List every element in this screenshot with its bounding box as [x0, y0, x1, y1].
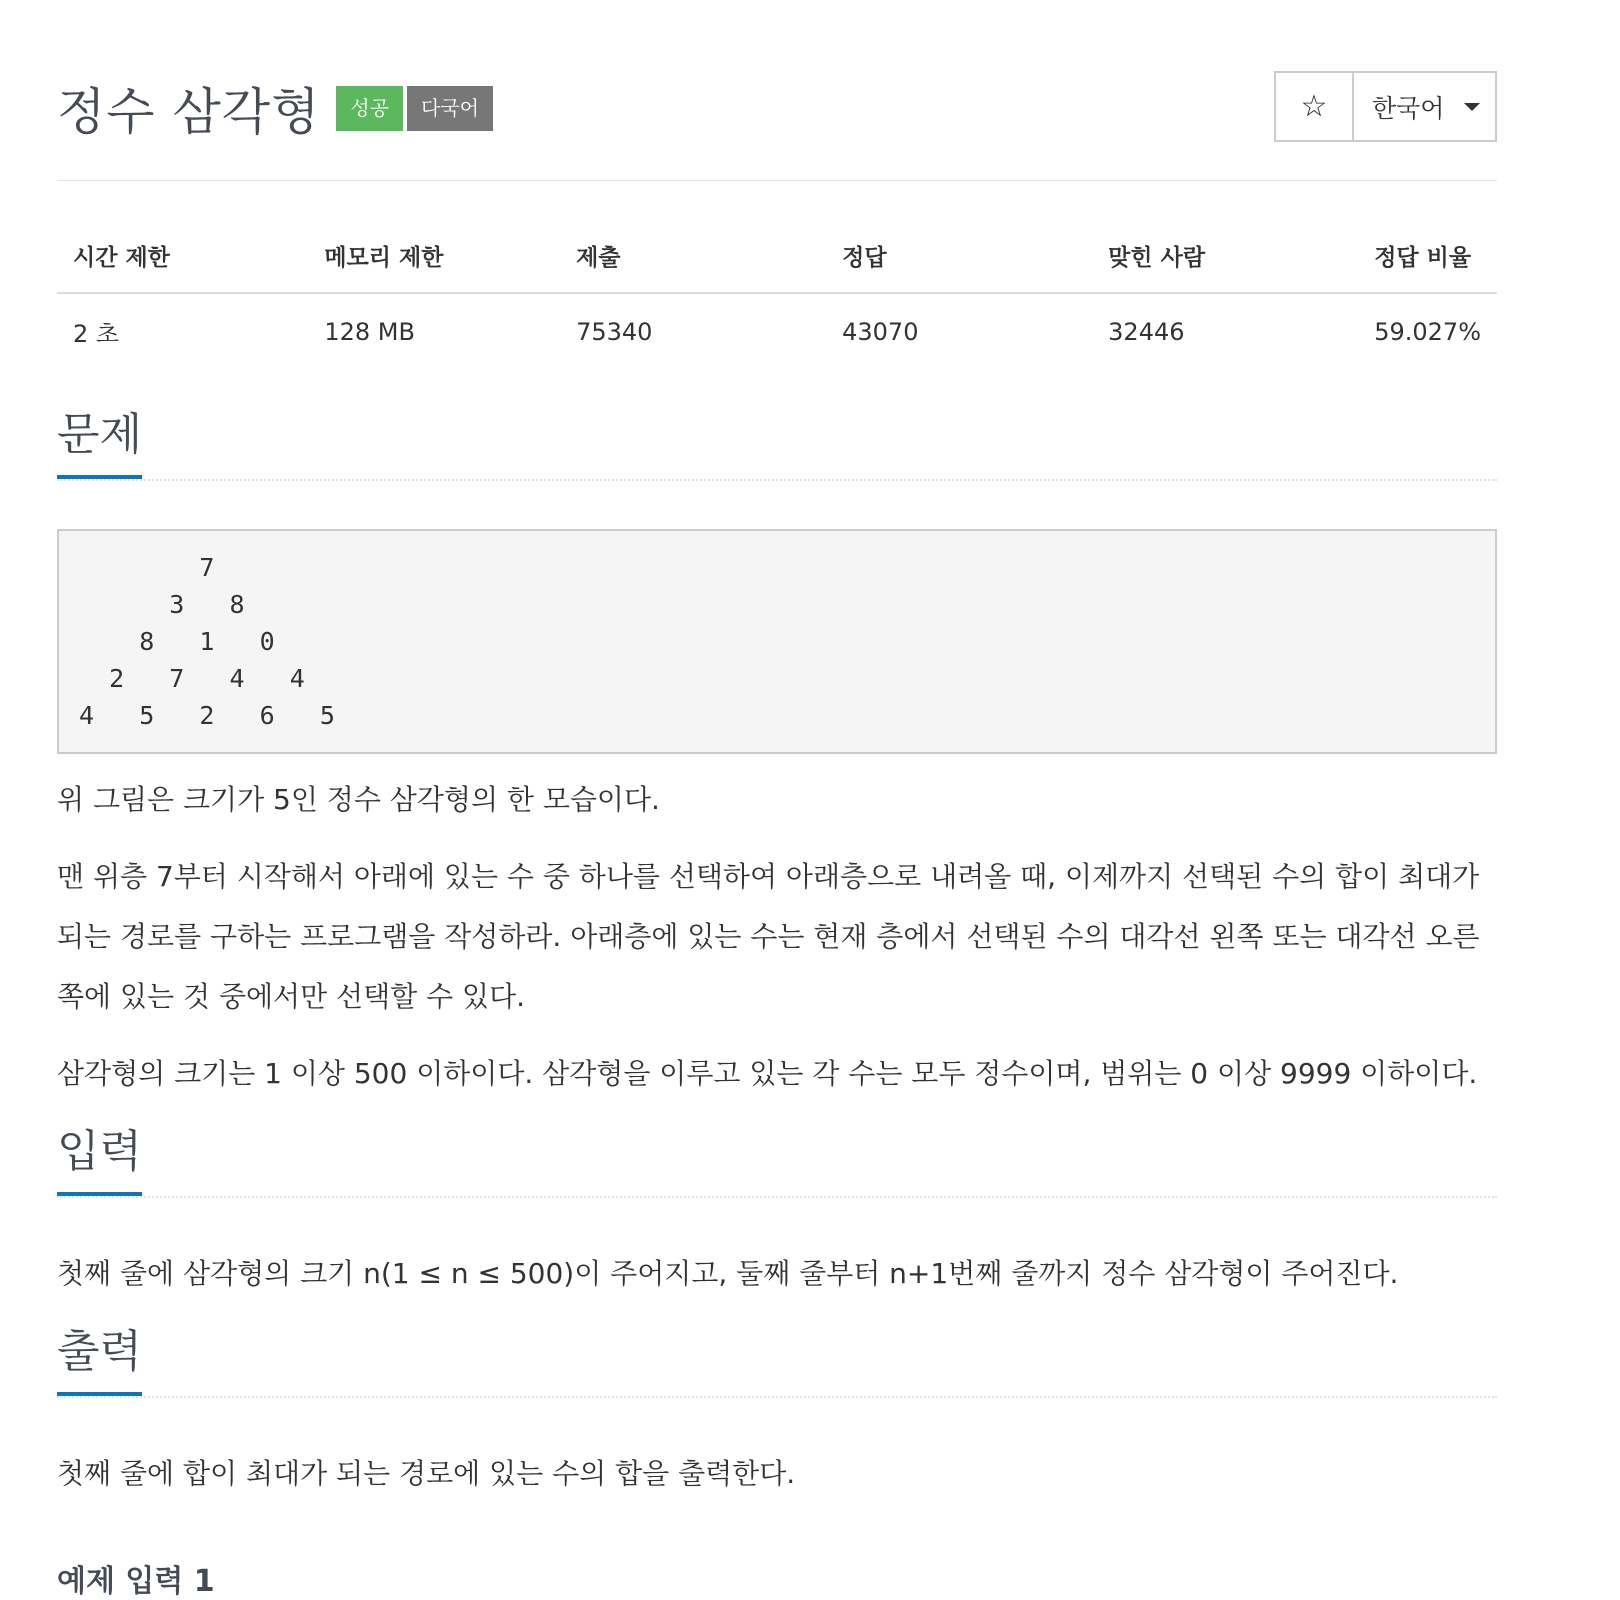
- problem-title: 정수 삼각형: [57, 83, 321, 141]
- section-sample-input-title: 예제 입력 1: [57, 1564, 215, 1599]
- header-time-limit: 시간 제한: [57, 221, 308, 293]
- info-header-row: [57, 221, 1497, 293]
- problem-paragraph: 위 그림은 크기가 5인 정수 삼각형의 한 모습이다.: [57, 783, 660, 816]
- value-time-limit: 2 초: [73, 320, 120, 348]
- header-accepted: 정답: [826, 221, 1092, 293]
- problem-actions: [1274, 71, 1497, 142]
- header-submissions: 제출: [560, 221, 826, 293]
- problem-paragraph: 삼각형의 크기는 1 이상 500 이하이다. 삼각형을 이루고 있는 각 수는 모두 정수이며, 범위는 0 이상 9999 이하이다.: [57, 1057, 1478, 1090]
- section-output-title: 출력: [57, 1326, 142, 1396]
- header-accept-ratio: 정답 비율: [1358, 221, 1497, 293]
- value-accepted: 43070: [842, 317, 919, 346]
- header-solvers: 맞힌 사람: [1092, 221, 1358, 293]
- value-submissions: 75340: [576, 317, 653, 346]
- section-output-head: [57, 1316, 1497, 1398]
- value-accept-ratio: 59.027%: [1374, 317, 1481, 346]
- section-input-title: 입력: [57, 1126, 142, 1196]
- section-problem-title: 문제: [57, 409, 142, 479]
- section-input-head: [57, 1116, 1497, 1198]
- input-description: 첫째 줄에 삼각형의 크기 n(1 ≤ n ≤ 500)이 주어지고, 둘째 줄부터 n+1번째 줄까지 정수 삼각형이 주어진다.: [57, 1257, 1399, 1290]
- star-icon: ☆: [1300, 89, 1328, 124]
- header-memory-limit: 메모리 제한: [308, 221, 560, 293]
- title-group: [57, 72, 493, 144]
- value-solvers: 32446: [1108, 317, 1185, 346]
- language-label: 한국어: [1372, 93, 1445, 123]
- status-badge-success: 성공: [336, 86, 403, 131]
- output-description: 첫째 줄에 합이 최대가 되는 경로에 있는 수의 합을 출력한다.: [57, 1457, 796, 1490]
- caret-down-icon: [1464, 103, 1480, 111]
- problem-info-table: [57, 221, 1497, 369]
- language-select[interactable]: [1354, 73, 1495, 140]
- triangle-figure: 7 3 8 8 1 0 2 7 4 4 4 5 2 6 5: [57, 529, 1497, 754]
- title-row: [57, 0, 1497, 181]
- problem-paragraph: 맨 위층 7부터 시작해서 아래에 있는 수 중 하나를 선택하여 아래층으로 내려올 때, 이제까지 선택된 수의 합이 최대가 되는 경로를 구하는 프로그램을 작성하라. 아래층에 있는 수는 현재 층에서 선택된 수의 대각선 왼쪽 또는 대각선 오른쪽에 있는 것 중에서만 선택할 수 있다.: [57, 860, 1480, 1013]
- info-value-row: [57, 293, 1497, 369]
- status-badge-multilang: 다국어: [407, 86, 493, 131]
- section-problem-head: [57, 399, 1497, 481]
- value-memory-limit: 128 MB: [324, 317, 415, 346]
- favorite-button[interactable]: [1276, 73, 1354, 140]
